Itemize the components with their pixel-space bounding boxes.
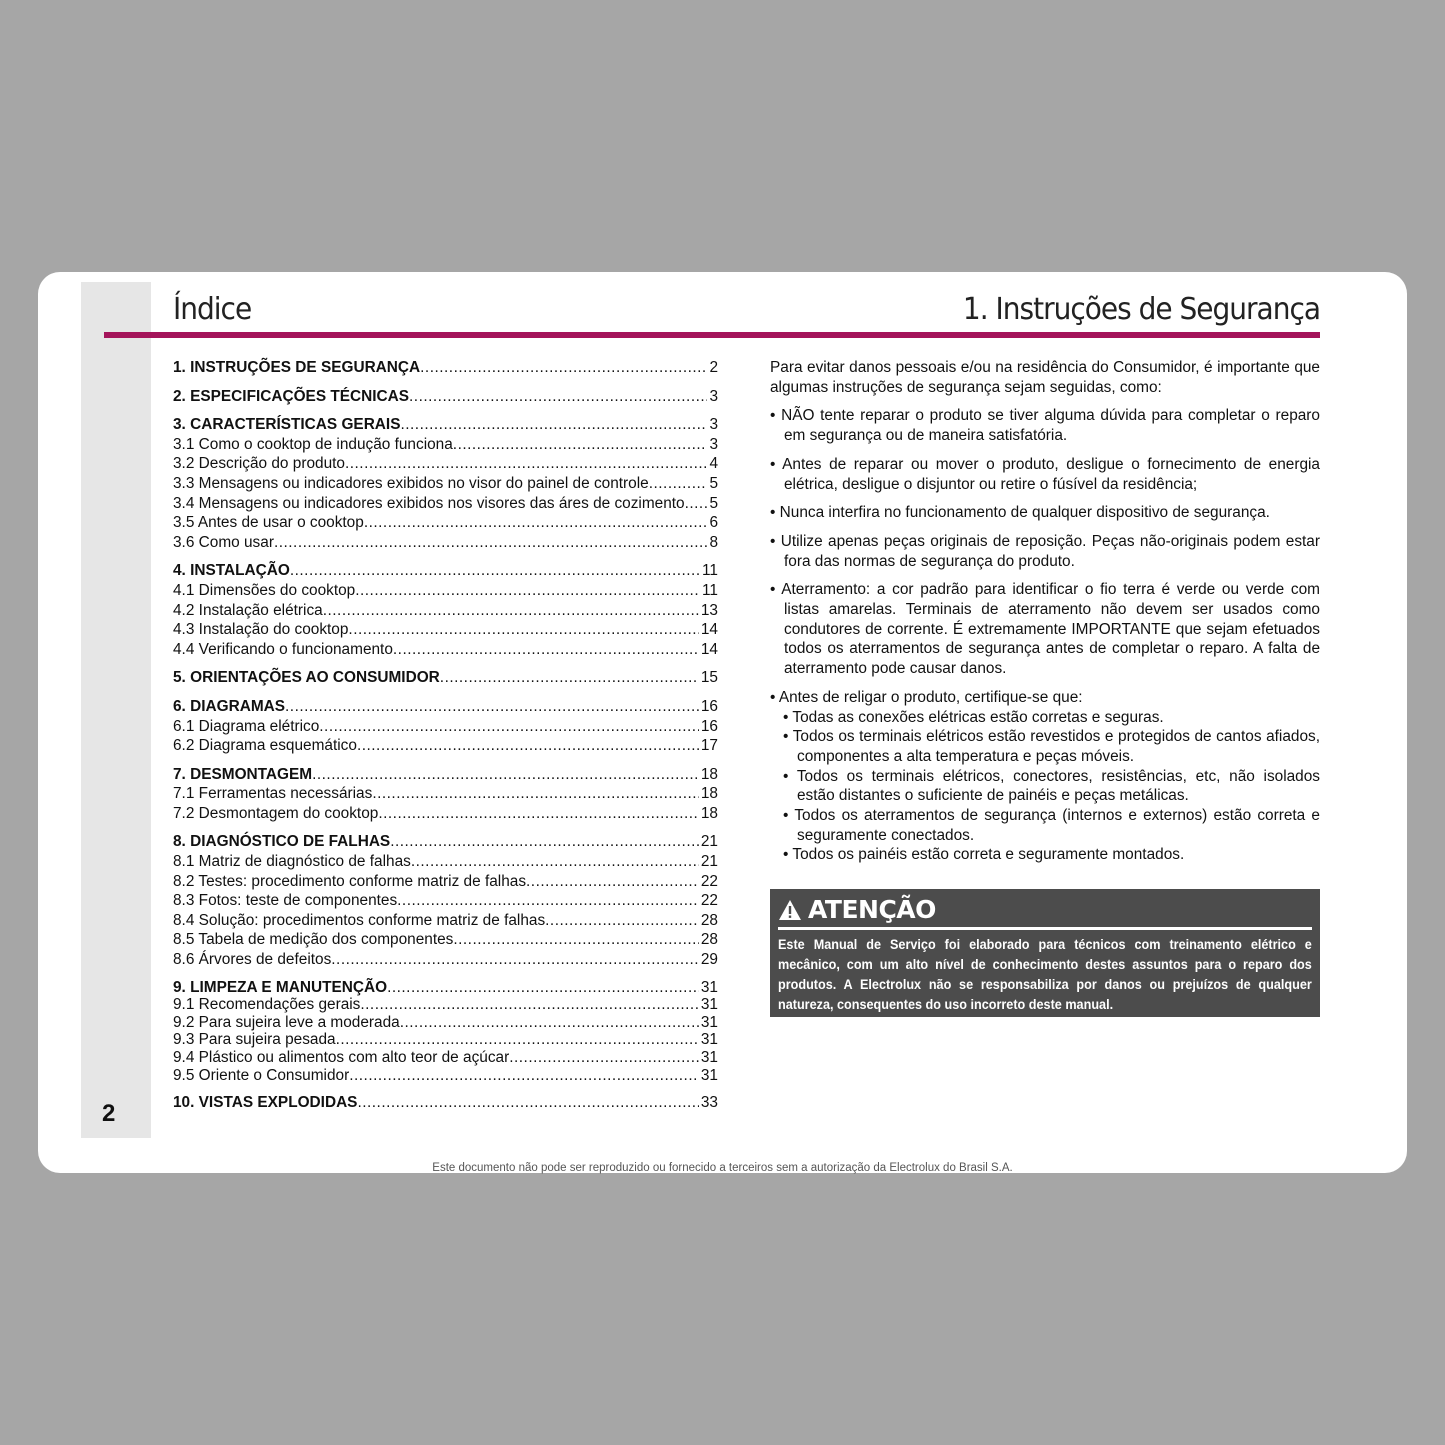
toc-page-number: 16 — [700, 697, 718, 715]
toc-dot-leader — [378, 804, 699, 824]
toc-dot-leader — [331, 950, 699, 970]
toc-entry-label: 8.1 Matriz de diagnóstico de falhas — [173, 853, 411, 871]
toc-group — [173, 832, 718, 969]
toc-page-number: 22 — [700, 892, 718, 910]
toc-subsection-entry[interactable] — [173, 620, 718, 640]
toc-page-number: 8 — [709, 533, 718, 551]
toc-dot-leader — [509, 1049, 699, 1067]
toc-entry-label: 6.1 Diagrama elétrico — [173, 717, 320, 735]
toc-subsection-entry[interactable] — [173, 513, 718, 533]
toc-page-number: 31 — [700, 1049, 718, 1066]
toc-dot-leader — [409, 387, 707, 407]
safety-bullet: • Aterramento: a cor padrão para identificar o fio terra é verde ou verde com listas amarelas. Terminais de aterramento não devem ser usados como condutores de corrente. É extremamente IMPORTANTE que sejam efetuados todos os aterramentos de segurança antes de completar o reparo. A falta de aterramento pode causar danos. — [770, 581, 1320, 678]
toc-page-number: 29 — [700, 951, 718, 969]
toc-subsection-entry[interactable] — [173, 494, 718, 514]
toc-page-number: 5 — [709, 494, 718, 512]
toc-entry-label: 9. LIMPEZA E MANUTENÇÃO — [173, 978, 388, 996]
toc-page-number: 31 — [700, 978, 718, 996]
toc-section-entry[interactable] — [173, 979, 718, 997]
toc-page-number: 28 — [700, 931, 718, 949]
toc-subsection-entry[interactable] — [173, 1067, 718, 1085]
warning-title: ATENÇÃO — [778, 895, 936, 924]
toc-entry-label: 9.5 Oriente o Consumidor — [173, 1066, 350, 1084]
toc-page-number: 31 — [700, 1031, 718, 1049]
toc-page-number: 14 — [700, 640, 718, 658]
section-title: 1. Instruções de Segurança — [962, 290, 1320, 327]
toc-entry-label: 8.6 Árvores de defeitos — [173, 951, 332, 969]
toc-group — [173, 668, 718, 688]
toc-subsection-entry[interactable] — [173, 533, 718, 553]
toc-subsection-entry[interactable] — [173, 435, 718, 455]
toc-dot-leader — [360, 996, 699, 1014]
footer-notice: Este documento não pode ser reproduzido ou fornecido a terceiros sem a autorização da Electrolux do Brasil S.A. — [432, 1162, 1013, 1174]
toc-dot-leader — [336, 1031, 699, 1049]
toc-dot-leader — [355, 581, 700, 601]
toc-entry-label: 3.3 Mensagens ou indicadores exibidos no visor do painel de controle — [173, 474, 649, 492]
toc-group — [173, 1093, 718, 1113]
page-gutter — [81, 282, 151, 1138]
warning-text: Este Manual de Serviço foi elaborado para técnicos com treinamento elétrico e mecânico, com um alto nível de conhecimento destes assuntos para o reparo dos produtos. A Electrolux não se responsabiliza por danos ou prejuízos de qualquer natureza, consequentes do uso incorreto deste manual. — [778, 937, 1312, 1012]
toc-subsection-entry[interactable] — [173, 891, 718, 911]
toc-dot-leader — [372, 784, 699, 804]
toc-subsection-entry[interactable] — [173, 736, 718, 756]
safety-sub-bullet: • Todos os terminais elétricos estão revestidos e protegidos de cantos afiados, componentes a alta temperatura e peças móveis. — [783, 728, 1320, 765]
toc-page-number: 31 — [700, 1013, 718, 1031]
safety-bullet: • Utilize apenas peças originais de reposição. Peças não-originais podem estar fora das normas de segurança do produto. — [770, 532, 1320, 570]
safety-sub-bullet: • Todos os terminais elétricos, conectores, resistências, etc, não isolados estão distantes o suficiente de painéis e peças metálicas. — [783, 767, 1320, 805]
toc-entry-label: 9.4 Plástico ou alimentos com alto teor de açúcar — [173, 1049, 510, 1066]
toc-subsection-entry[interactable] — [173, 454, 718, 474]
toc-dot-leader — [387, 979, 699, 997]
toc-dot-leader — [526, 872, 699, 892]
toc-entry-label: 3.4 Mensagens ou indicadores exibidos nos visores das áres de cozimento — [173, 494, 685, 512]
toc-page-number: 11 — [702, 562, 718, 580]
toc-subsection-entry[interactable] — [173, 1049, 718, 1067]
toc-page-number: 33 — [700, 1094, 718, 1112]
toc-page-number: 15 — [700, 669, 718, 687]
toc-group — [173, 415, 718, 552]
toc-page-number: 6 — [709, 514, 718, 532]
toc-entry-label: 8.5 Tabela de medição dos componentes — [173, 931, 454, 949]
toc-entry-label: 8.3 Fotos: teste de componentes — [173, 892, 398, 910]
toc-entry-label: 6. DIAGRAMAS — [173, 697, 286, 715]
toc-dot-leader — [348, 620, 698, 640]
warning-box — [770, 889, 1320, 1017]
safety-bullet: • Nunca interfira no funcionamento de qualquer dispositivo de segurança. — [770, 504, 1270, 522]
toc-entry-label: 4. INSTALAÇÃO — [173, 562, 290, 580]
toc-dot-leader — [345, 454, 707, 474]
toc-dot-leader — [440, 668, 699, 688]
toc-dot-leader — [393, 640, 699, 660]
toc-page-number: 3 — [709, 416, 718, 434]
toc-dot-leader — [400, 415, 707, 435]
toc-subsection-entry[interactable] — [173, 581, 718, 601]
toc-page-number: 5 — [709, 474, 718, 492]
toc-group — [173, 561, 718, 659]
toc-dot-leader — [364, 513, 708, 533]
toc-entry-label: 1. INSTRUÇÕES DE SEGURANÇA — [173, 359, 421, 376]
toc-section-entry[interactable] — [173, 668, 718, 688]
toc-entry-label: 8.2 Testes: procedimento conforme matriz de falhas — [173, 872, 527, 890]
toc-dot-leader — [285, 697, 699, 717]
toc-entry-label: 3.1 Como o cooktop de indução funciona — [173, 435, 453, 453]
safety-bullet: • Antes de religar o produto, certifique-se que: — [770, 688, 1083, 706]
toc-dot-leader — [357, 1093, 698, 1113]
toc-subsection-entry[interactable] — [173, 717, 718, 737]
toc-entry-label: 9.1 Recomendações gerais — [173, 996, 361, 1014]
toc-dot-leader — [453, 930, 699, 950]
toc-page-number: 11 — [702, 581, 718, 599]
toc-page-number: 18 — [700, 804, 718, 822]
toc-subsection-entry[interactable] — [173, 784, 718, 804]
toc-entry-label: 4.1 Dimensões do cooktop — [173, 581, 356, 599]
toc-entry-label: 8.4 Solução: procedimentos conforme matriz de falhas — [173, 911, 546, 929]
toc-page-number: 17 — [700, 737, 718, 755]
toc-subsection-entry[interactable] — [173, 950, 718, 970]
toc-subsection-entry[interactable] — [173, 1031, 718, 1049]
toc-dot-leader — [319, 717, 699, 737]
toc-dot-leader — [312, 765, 699, 785]
toc-page-number: 21 — [700, 853, 718, 871]
toc-section-entry[interactable] — [173, 1093, 718, 1113]
toc-page-number: 21 — [700, 833, 718, 851]
toc-entry-label: 9.2 Para sujeira leve a moderada — [173, 1013, 400, 1031]
toc-page-number: 14 — [700, 621, 718, 639]
toc-dot-leader — [685, 494, 708, 514]
toc-entry-label: 8. DIAGNÓSTICO DE FALHAS — [173, 833, 391, 851]
toc-subsection-entry[interactable] — [173, 872, 718, 892]
toc-entry-label: 7.1 Ferramentas necessárias — [173, 785, 373, 803]
toc-entry-label: 4.4 Verificando o funcionamento — [173, 640, 393, 658]
toc-group — [173, 358, 718, 378]
toc-section-entry[interactable] — [173, 561, 718, 581]
toc-entry-label: 4.2 Instalação elétrica — [173, 601, 323, 619]
toc-page-number: 31 — [700, 1066, 718, 1084]
toc-subsection-entry[interactable] — [173, 474, 718, 494]
toc-group — [173, 387, 718, 407]
toc-section-entry[interactable] — [173, 765, 718, 785]
toc-dot-leader — [545, 911, 699, 931]
toc-page-number: 16 — [700, 717, 718, 735]
toc-entry-label: 7.2 Desmontagem do cooktop — [173, 804, 379, 822]
toc-subsection-entry[interactable] — [173, 1014, 718, 1032]
toc-page-number: 3 — [709, 435, 718, 453]
toc-page-number: 18 — [700, 765, 718, 783]
toc-dot-leader — [411, 852, 699, 872]
safety-sub-bullet: • Todos os painéis estão correta e seguramente montados. — [783, 846, 1185, 864]
toc-section-entry[interactable] — [173, 832, 718, 852]
safety-bullet: • Antes de reparar ou mover o produto, desligue o fornecimento de energia elétrica, desligue o disjuntor ou retire o fúsível da residência; — [770, 455, 1320, 493]
safety-sub-bullet: • Todas as conexões elétricas estão corretas e seguras. — [783, 708, 1164, 726]
toc-subsection-entry[interactable] — [173, 640, 718, 660]
toc-group — [173, 697, 718, 756]
toc-subsection-entry[interactable] — [173, 996, 718, 1014]
toc-page-number: 3 — [709, 387, 718, 405]
manual-page — [38, 272, 1407, 1173]
toc-subsection-entry[interactable] — [173, 601, 718, 621]
toc-entry-label: 4.3 Instalação do cooktop — [173, 621, 349, 639]
toc-dot-leader — [323, 601, 699, 621]
safety-sub-bullet: • Todos os aterramentos de segurança (internos e externos) estão correta e seguramente conectados. — [783, 807, 1320, 844]
toc-entry-label: 3.2 Descrição do produto — [173, 455, 345, 473]
toc-entry-label: 6.2 Diagrama esquemático — [173, 737, 357, 755]
index-title: Índice — [173, 290, 252, 327]
toc-page-number: 28 — [700, 911, 718, 929]
toc-page-number: 2 — [709, 359, 718, 376]
toc-entry-label: 7. DESMONTAGEM — [173, 765, 313, 783]
toc-dot-leader — [400, 1014, 699, 1032]
toc-subsection-entry[interactable] — [173, 930, 718, 950]
warning-rule — [778, 927, 1312, 930]
toc-subsection-entry[interactable] — [173, 804, 718, 824]
toc-page-number: 22 — [700, 872, 718, 890]
toc-entry-label: 5. ORIENTAÇÕES AO CONSUMIDOR — [173, 669, 440, 687]
toc-entry-label: 3.5 Antes de usar o cooktop — [173, 514, 364, 532]
toc-page-number: 31 — [700, 996, 718, 1014]
toc-dot-leader — [390, 832, 699, 852]
toc-entry-label: 3. CARACTERÍSTICAS GERAIS — [173, 416, 401, 434]
toc-dot-leader — [357, 736, 699, 756]
toc-dot-leader — [649, 474, 708, 494]
safety-instructions — [770, 358, 1320, 865]
header-rule — [104, 332, 1320, 338]
toc-page-number: 13 — [700, 601, 718, 619]
toc-subsection-entry[interactable] — [173, 852, 718, 872]
toc-dot-leader — [420, 358, 707, 378]
toc-group — [173, 765, 718, 824]
page-number: 2 — [102, 1100, 116, 1127]
toc-entry-label: 9.3 Para sujeira pesada — [173, 1031, 336, 1049]
toc-dot-leader — [397, 891, 699, 911]
toc-group — [173, 979, 718, 1085]
toc-section-entry[interactable] — [173, 358, 718, 378]
toc-dot-leader — [349, 1067, 699, 1085]
toc-section-entry[interactable] — [173, 387, 718, 407]
warning-triangle-icon — [778, 899, 802, 921]
toc-subsection-entry[interactable] — [173, 911, 718, 931]
toc-section-entry[interactable] — [173, 415, 718, 435]
toc-entry-label: 3.6 Como usar — [173, 533, 274, 551]
toc-page-number: 4 — [709, 455, 718, 473]
toc-dot-leader — [453, 435, 708, 455]
safety-bullet: • NÃO tente reparar o produto se tiver alguma dúvida para completar o reparo em segurança ou de maneira satisfatória. — [770, 407, 1320, 445]
toc-entry-label: 10. VISTAS EXPLODIDAS — [173, 1094, 358, 1112]
toc-dot-leader — [274, 533, 707, 553]
table-of-contents — [173, 358, 718, 1122]
toc-entry-label: 2. ESPECIFICAÇÕES TÉCNICAS — [173, 387, 410, 405]
toc-dot-leader — [290, 561, 700, 581]
toc-section-entry[interactable] — [173, 697, 718, 717]
safety-intro: Para evitar danos pessoais e/ou na residência do Consumidor, é importante que algumas instruções de segurança sejam seguidas, como: — [770, 359, 1320, 396]
toc-page-number: 18 — [700, 785, 718, 803]
